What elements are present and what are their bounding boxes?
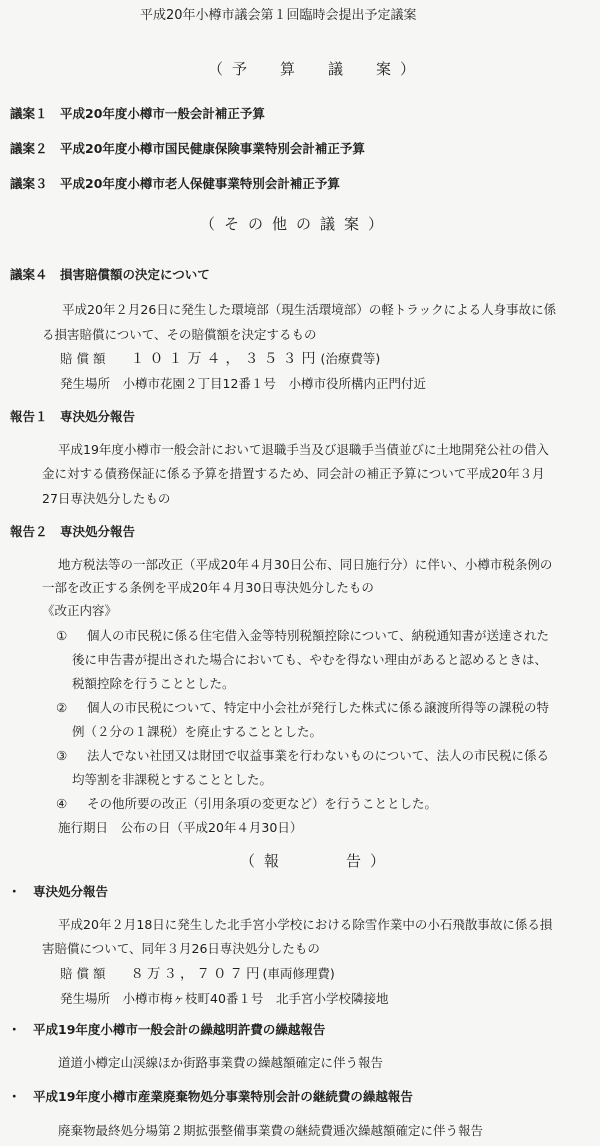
bullet: ・ <box>8 884 21 899</box>
item-title: 平成19年度小樽市一般会計の繰越明許費の繰越報告 <box>33 1022 326 1037</box>
report-item-2-heading <box>8 1022 325 1038</box>
report-item-1-line-2: 害賠償について、同年３月26日専決処分したもの <box>42 941 320 956</box>
place-value: 小樽市花園２丁目12番１号 小樽市役所構内正門付近 <box>122 376 426 391</box>
report1-line-2: 金に対する債務保証に係る予算を措置するため、同会計の補正予算について平成20年３月 <box>42 466 545 481</box>
report-heading-open: （報 <box>240 852 289 870</box>
report-item-1-heading <box>8 884 108 900</box>
revision-4-mark: ④ <box>56 796 68 811</box>
amount-label: 賠 償 額 <box>60 966 106 981</box>
report-1-heading <box>10 409 135 425</box>
other-item-4-heading <box>10 267 210 283</box>
item-number: 議案２ <box>10 141 48 156</box>
budget-item-1 <box>10 106 265 122</box>
report-item-1-amount <box>60 966 335 983</box>
bullet: ・ <box>8 1022 21 1037</box>
report-item-3-body: 廃棄物最終処分場第２期拡張整備事業費の継続費逓次繰越額確定に伴う報告 <box>58 1123 484 1138</box>
item-number: 議案３ <box>10 176 48 191</box>
amount-value: １０１万４，３５３円 <box>130 351 321 367</box>
item4-line-1: 平成20年２月26日に発生した環境部（現生活環境部）の軽トラックによる人身事故に係 <box>62 302 557 317</box>
report-item-2-body: 道道小樽定山渓線ほか街路事業費の繰越額確定に伴う報告 <box>58 1055 384 1070</box>
item-number: 報告１ <box>10 409 48 424</box>
report2-line-1: 地方税法等の一部改正（平成20年４月30日公布、同日施行分）に伴い、小樽市税条例の <box>58 557 553 572</box>
section-heading-other: （その他の議案） <box>200 215 393 233</box>
revision-3-line-2: 均等割を非課税とすることとした。 <box>72 772 273 787</box>
item-title: 専決処分報告 <box>33 884 109 899</box>
amount-note: (車両修理費) <box>262 966 335 981</box>
item-title: 損害賠償額の決定について <box>60 267 210 282</box>
enforcement-date <box>58 820 302 836</box>
amount-label: 賠 償 額 <box>60 351 106 366</box>
revision-1-mark: ① <box>56 628 68 643</box>
revision-1-line-1: 個人の市民税に係る住宅借入金等特別税額控除について、納税通知書が送達された <box>87 628 550 643</box>
item-title: 平成20年度小樽市一般会計補正予算 <box>60 106 265 121</box>
place-label: 発生場所 <box>60 376 111 391</box>
section-heading-report <box>240 852 394 871</box>
report-item-3-heading <box>8 1089 413 1105</box>
report2-line-2: 一部を改正する条例を平成20年４月30日専決処分したもの <box>42 580 374 595</box>
budget-item-2 <box>10 141 365 157</box>
report-2-heading <box>10 524 135 540</box>
revision-1-line-2: 後に申告書が提出された場合においても、やむを得ない理由があると認めるときは、 <box>72 652 548 667</box>
enforcement-value: 公布の日（平成20年４月30日） <box>120 820 303 835</box>
report1-line-1: 平成19年度小樽市一般会計において退職手当及び退職手当債並びに土地開発公社の借入 <box>58 442 549 457</box>
report-item-1-place <box>60 991 388 1007</box>
budget-item-3 <box>10 176 340 192</box>
document-title: 平成20年小樽市議会第１回臨時会提出予定議案 <box>140 8 417 23</box>
enforcement-label: 施行期日 <box>58 820 109 835</box>
revision-2-line-2: 例（２分の１課税）を廃止することとした。 <box>72 724 323 739</box>
revision-heading: 《改正内容》 <box>42 603 118 618</box>
revision-3-mark: ③ <box>56 748 68 763</box>
item-title: 平成19年度小樽市産業廃棄物処分事業特別会計の継続費の繰越報告 <box>33 1089 413 1104</box>
section-heading-budget: （予 算 議 案） <box>208 60 425 78</box>
report-item-1-line-1: 平成20年２月18日に発生した北手宮小学校における除雪作業中の小石飛散事故に係る損 <box>58 917 553 932</box>
amount-note: (治療費等) <box>320 351 381 366</box>
revision-2-mark: ② <box>56 700 68 715</box>
item-title: 専決処分報告 <box>60 524 136 539</box>
place-value: 小樽市梅ヶ枝町40番１号 北手宮小学校隣接地 <box>122 991 389 1006</box>
item4-line-2: る損害賠償について、その賠償額を決定するもの <box>42 327 317 342</box>
item4-place <box>60 376 426 392</box>
revision-1-line-3: 税額控除を行うこととした。 <box>72 676 235 691</box>
item-number: 報告２ <box>10 524 48 539</box>
item4-amount <box>60 351 380 369</box>
item-title: 平成20年度小樽市老人保健事業特別会計補正予算 <box>60 176 340 191</box>
revision-2-line-1: 個人の市民税について、特定中小会社が発行した株式に係る譲渡所得等の課税の特 <box>87 700 550 715</box>
bullet: ・ <box>8 1089 21 1104</box>
item-title: 専決処分報告 <box>60 409 136 424</box>
item-number: 議案１ <box>10 106 48 121</box>
amount-value: ８万３，７０７円 <box>130 966 263 982</box>
report-heading-close: 告） <box>346 852 395 870</box>
revision-3-line-1: 法人でない社団又は財団で収益事業を行わないものについて、法人の市民税に係る <box>87 748 550 763</box>
item-title: 平成20年度小樽市国民健康保険事業特別会計補正予算 <box>60 141 365 156</box>
item-number: 議案４ <box>10 267 48 282</box>
revision-4-line-1: その他所要の改正（引用条項の変更など）を行うこととした。 <box>87 796 438 811</box>
report1-line-3: 27日専決処分したもの <box>42 491 171 506</box>
place-label: 発生場所 <box>60 991 111 1006</box>
